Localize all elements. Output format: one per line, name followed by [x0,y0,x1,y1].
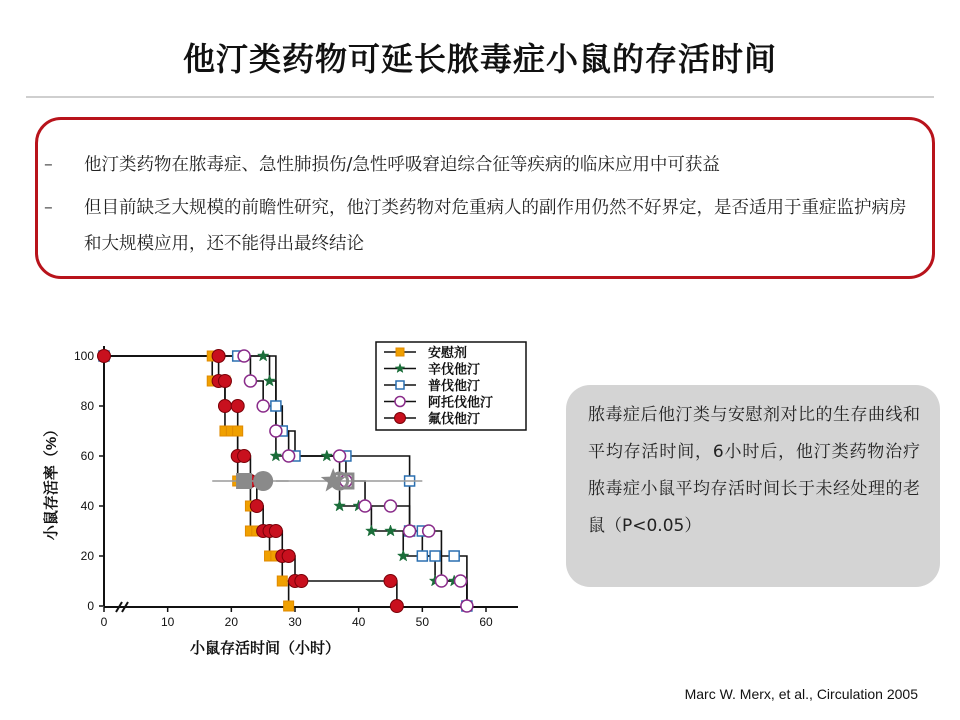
mean-marker-square [236,473,252,489]
y-tick-label: 0 [87,599,94,613]
data-point-star [321,450,332,461]
x-tick-label: 20 [224,615,239,629]
data-point-star [264,375,275,386]
legend-label: 普伐他汀 [428,378,481,393]
data-point-circle-open [435,575,447,587]
data-point-circle-open [238,350,250,362]
data-point-square-open [430,551,440,561]
x-axis-label: 小鼠存活时间（小时） [189,640,341,657]
bullet-dash: – [44,155,53,175]
x-tick-label: 60 [479,615,493,629]
x-tick-label: 10 [160,615,175,629]
y-tick-label: 100 [73,349,94,363]
bullet-text: 但目前缺乏大规模的前瞻性研究，他汀类药物对危重病人的副作用仍然不好界定，是否适用于重症监护病房和大规模应用，还不能得出最终结论 [84,198,907,254]
data-point-circle-filled [250,500,263,513]
data-point-circle-open [257,400,269,412]
slide-title: 他汀类药物可延长脓毒症小鼠的存活时间 [182,40,777,78]
y-tick-label: 80 [80,399,94,413]
survival-chart-svg [36,328,536,663]
y-tick-label: 40 [80,499,94,513]
data-point-square-open [449,551,459,561]
data-point-square-open [417,551,427,561]
title-divider [26,96,934,98]
data-point-circle-open [283,450,295,462]
data-point-circle-open [423,525,435,537]
data-point-circle-filled [282,550,295,563]
note-panel [566,385,940,587]
data-point-circle-open [359,500,371,512]
citation: Marc W. Merx, et al., Circulation 2005 [684,686,918,702]
legend-label: 辛伐他汀 [428,361,481,377]
x-tick-label: 50 [415,615,430,629]
data-point-square-filled [284,601,294,611]
note-text: 脓毒症后他汀类与安慰剂对比的生存曲线和平均存活时间，6小时后，他汀类药物治疗脓毒症小鼠平均存活时间长于未经处理的老鼠（P<0.05） [588,405,920,536]
data-point-circle-filled [231,400,244,413]
data-point-square-filled [277,576,287,586]
y-tick-label: 60 [80,449,94,463]
x-tick-label: 40 [351,615,366,629]
mean-marker-circle [253,471,273,491]
bullet-dash: – [44,198,53,218]
data-point-circle-open [334,450,346,462]
legend-label: 阿托伐他汀 [428,394,494,410]
data-point-star [270,450,281,461]
data-point-circle-filled [212,350,225,363]
data-point-circle-filled [218,400,231,413]
data-point-star [398,550,409,561]
bullet-text: 他汀类药物在脓毒症、急性肺损伤/急性呼吸窘迫综合征等疾病的临床应用中可获益 [84,155,720,175]
x-tick-label: 30 [288,615,302,629]
data-point-star [366,525,377,536]
legend-label: 安慰剂 [428,345,468,360]
legend-label: 氟伐他汀 [428,411,481,426]
data-point-circle-filled [218,375,231,388]
data-point-star [334,500,345,511]
data-point-circle-open [395,397,405,407]
data-point-circle-open [385,500,397,512]
data-point-circle-filled [269,525,282,538]
data-point-circle-open [455,575,467,587]
bullet-panel [35,117,935,279]
y-tick-label: 20 [80,549,94,563]
data-point-square-filled [396,348,404,356]
survival-chart [36,328,536,663]
data-point-circle-open [270,425,282,437]
data-point-square-open [271,401,281,411]
data-point-circle-filled [295,575,308,588]
data-point-circle-open [461,600,473,612]
data-point-star [385,525,396,536]
data-point-circle-filled [238,450,251,463]
data-point-circle-open [244,375,256,387]
x-tick-label: 0 [100,615,108,629]
y-axis-label: 小鼠存活率（%） [43,421,60,541]
data-point-circle-filled [395,413,406,424]
data-point-circle-filled [384,575,397,588]
data-point-circle-filled [98,350,111,363]
data-point-star [258,350,269,361]
data-point-circle-open [404,525,416,537]
data-point-square-open [396,381,404,389]
data-point-circle-filled [390,600,403,613]
data-point-square-filled [233,426,243,436]
